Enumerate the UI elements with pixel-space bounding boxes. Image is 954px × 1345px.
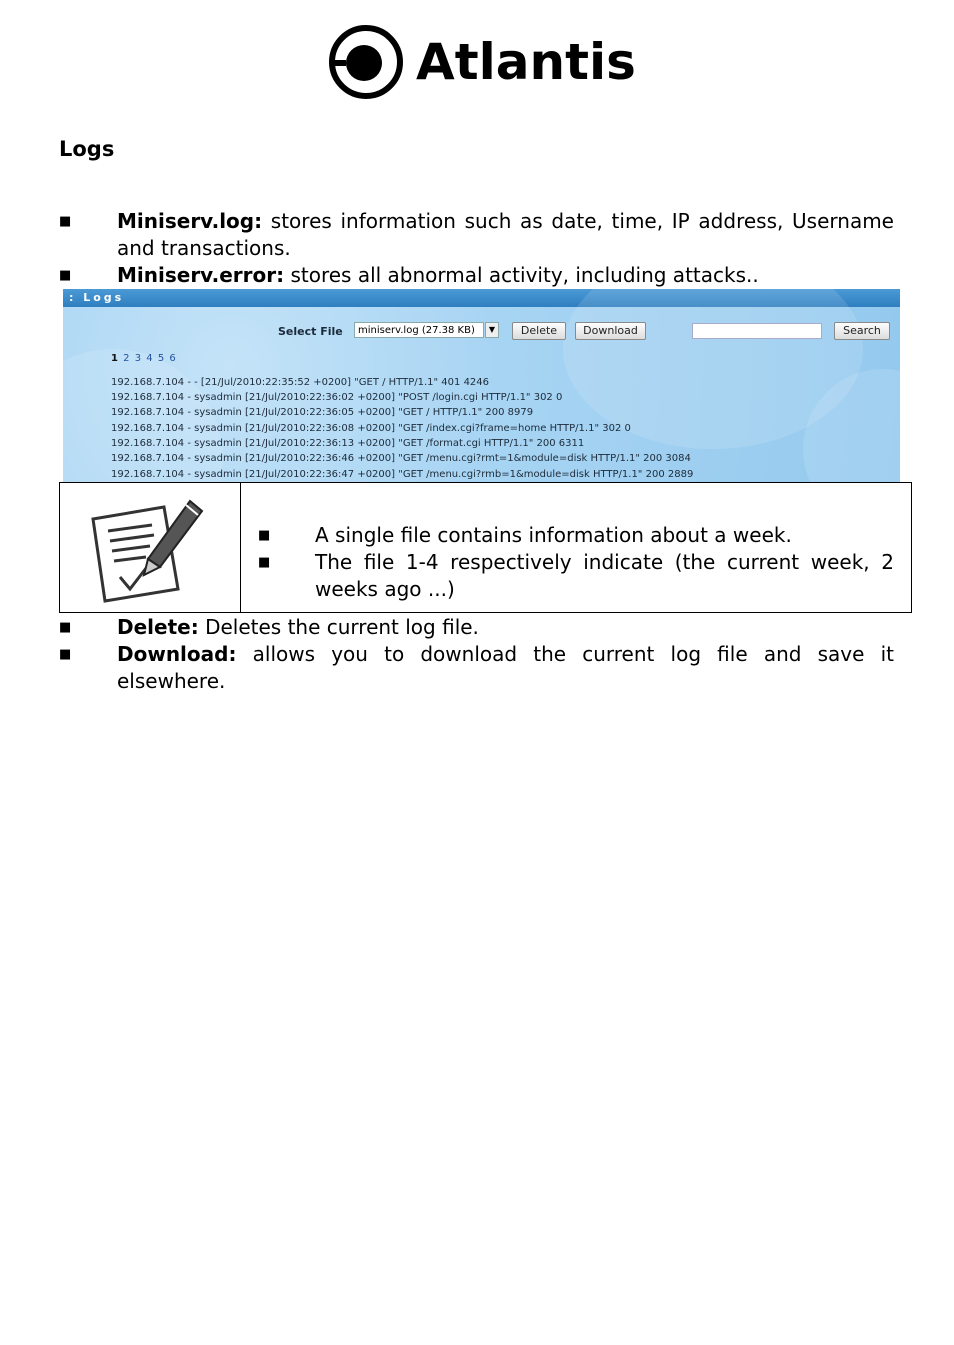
page-link[interactable]: 5: [157, 353, 166, 364]
bullet-term: Miniserv.log:: [117, 209, 263, 233]
note-item-text: A single file contains information about a week.: [315, 523, 792, 547]
page-link[interactable]: 1: [111, 353, 119, 364]
note-item: [258, 522, 894, 549]
select-file-label: Select File: [278, 325, 343, 338]
atlantis-logo-icon: [326, 22, 406, 102]
note-item-text: The file 1-4 respectively indicate (the current week, 2: [315, 550, 894, 574]
note-item-text-cont: weeks ago ...): [315, 577, 455, 601]
log-line: 192.168.7.104 - - [21/Jul/2010:22:35:52 +0200] "GET / HTTP/1.1" 401 4246: [111, 377, 490, 388]
log-line: 192.168.7.104 - sysadmin [21/Jul/2010:22:36:02 +0200] "POST /login.cgi HTTP/1.1" 302 0: [111, 392, 563, 403]
note-item: [258, 549, 894, 603]
delete-button[interactable]: Delete: [512, 322, 566, 340]
page-link[interactable]: 4: [146, 353, 154, 364]
download-button[interactable]: Download: [575, 322, 646, 340]
bullet-text: allows you to download the current log file and save it: [252, 642, 894, 666]
bullet-icon: ■: [258, 555, 271, 570]
note-pencil-icon: [90, 497, 208, 607]
bullet-icon: ■: [258, 528, 271, 543]
bullet-text-cont: elsewhere.: [117, 669, 226, 693]
section-heading: Logs: [59, 137, 115, 161]
page-link[interactable]: 6: [169, 353, 177, 364]
log-line: 192.168.7.104 - sysadmin [21/Jul/2010:22:36:47 +0200] "GET /menu.cgi?rmb=1&module=disk HTTP/1.1" 200 2889: [111, 469, 694, 480]
page-links: [111, 353, 177, 364]
bullet-term: Download:: [117, 642, 237, 666]
atlantis-logo: [326, 22, 636, 102]
logs-panel-title: : Logs: [63, 289, 900, 307]
page-link[interactable]: 2: [123, 353, 131, 364]
bullet-miniserv-log: [59, 208, 894, 262]
bullet-text: stores information such as date, time, IP address, Username: [270, 209, 894, 233]
bullet-term: Delete:: [117, 615, 199, 639]
select-file-dropdown[interactable]: miniserv.log (27.38 KB): [354, 322, 484, 338]
log-line: 192.168.7.104 - sysadmin [21/Jul/2010:22:36:05 +0200] "GET / HTTP/1.1" 200 8979: [111, 407, 534, 418]
bullet-term: Miniserv.error:: [117, 263, 285, 287]
logo-wordmark: Atlantis: [416, 33, 636, 91]
bullet-text: Deletes the current log file.: [205, 615, 479, 639]
bullet-miniserv-error: [59, 262, 894, 289]
bullet-icon: ■: [59, 268, 72, 283]
bullet-text: stores all abnormal activity, including attacks..: [290, 263, 759, 287]
search-button[interactable]: Search: [834, 322, 890, 340]
log-line: 192.168.7.104 - sysadmin [21/Jul/2010:22:36:08 +0200] "GET /index.cgi?frame=home HTTP/1.1" 302 0: [111, 423, 631, 434]
logs-screenshot: [63, 289, 900, 482]
note-box: [59, 482, 912, 613]
bullet-icon: ■: [59, 620, 72, 635]
log-line: 192.168.7.104 - sysadmin [21/Jul/2010:22:36:13 +0200] "GET /format.cgi HTTP/1.1" 200 6311: [111, 438, 585, 449]
page-link[interactable]: 3: [134, 353, 143, 364]
bullet-icon: ■: [59, 647, 72, 662]
bullet-icon: ■: [59, 214, 72, 229]
bullet-delete: [59, 614, 894, 641]
log-line: 192.168.7.104 - sysadmin [21/Jul/2010:22:36:46 +0200] "GET /menu.cgi?rmt=1&module=disk HTTP/1.1" 200 3084: [111, 453, 691, 464]
chevron-down-icon[interactable]: ▼: [485, 322, 499, 338]
bullet-download: [59, 641, 894, 695]
search-input[interactable]: [692, 323, 822, 339]
bullet-text-cont: and transactions.: [117, 236, 291, 260]
